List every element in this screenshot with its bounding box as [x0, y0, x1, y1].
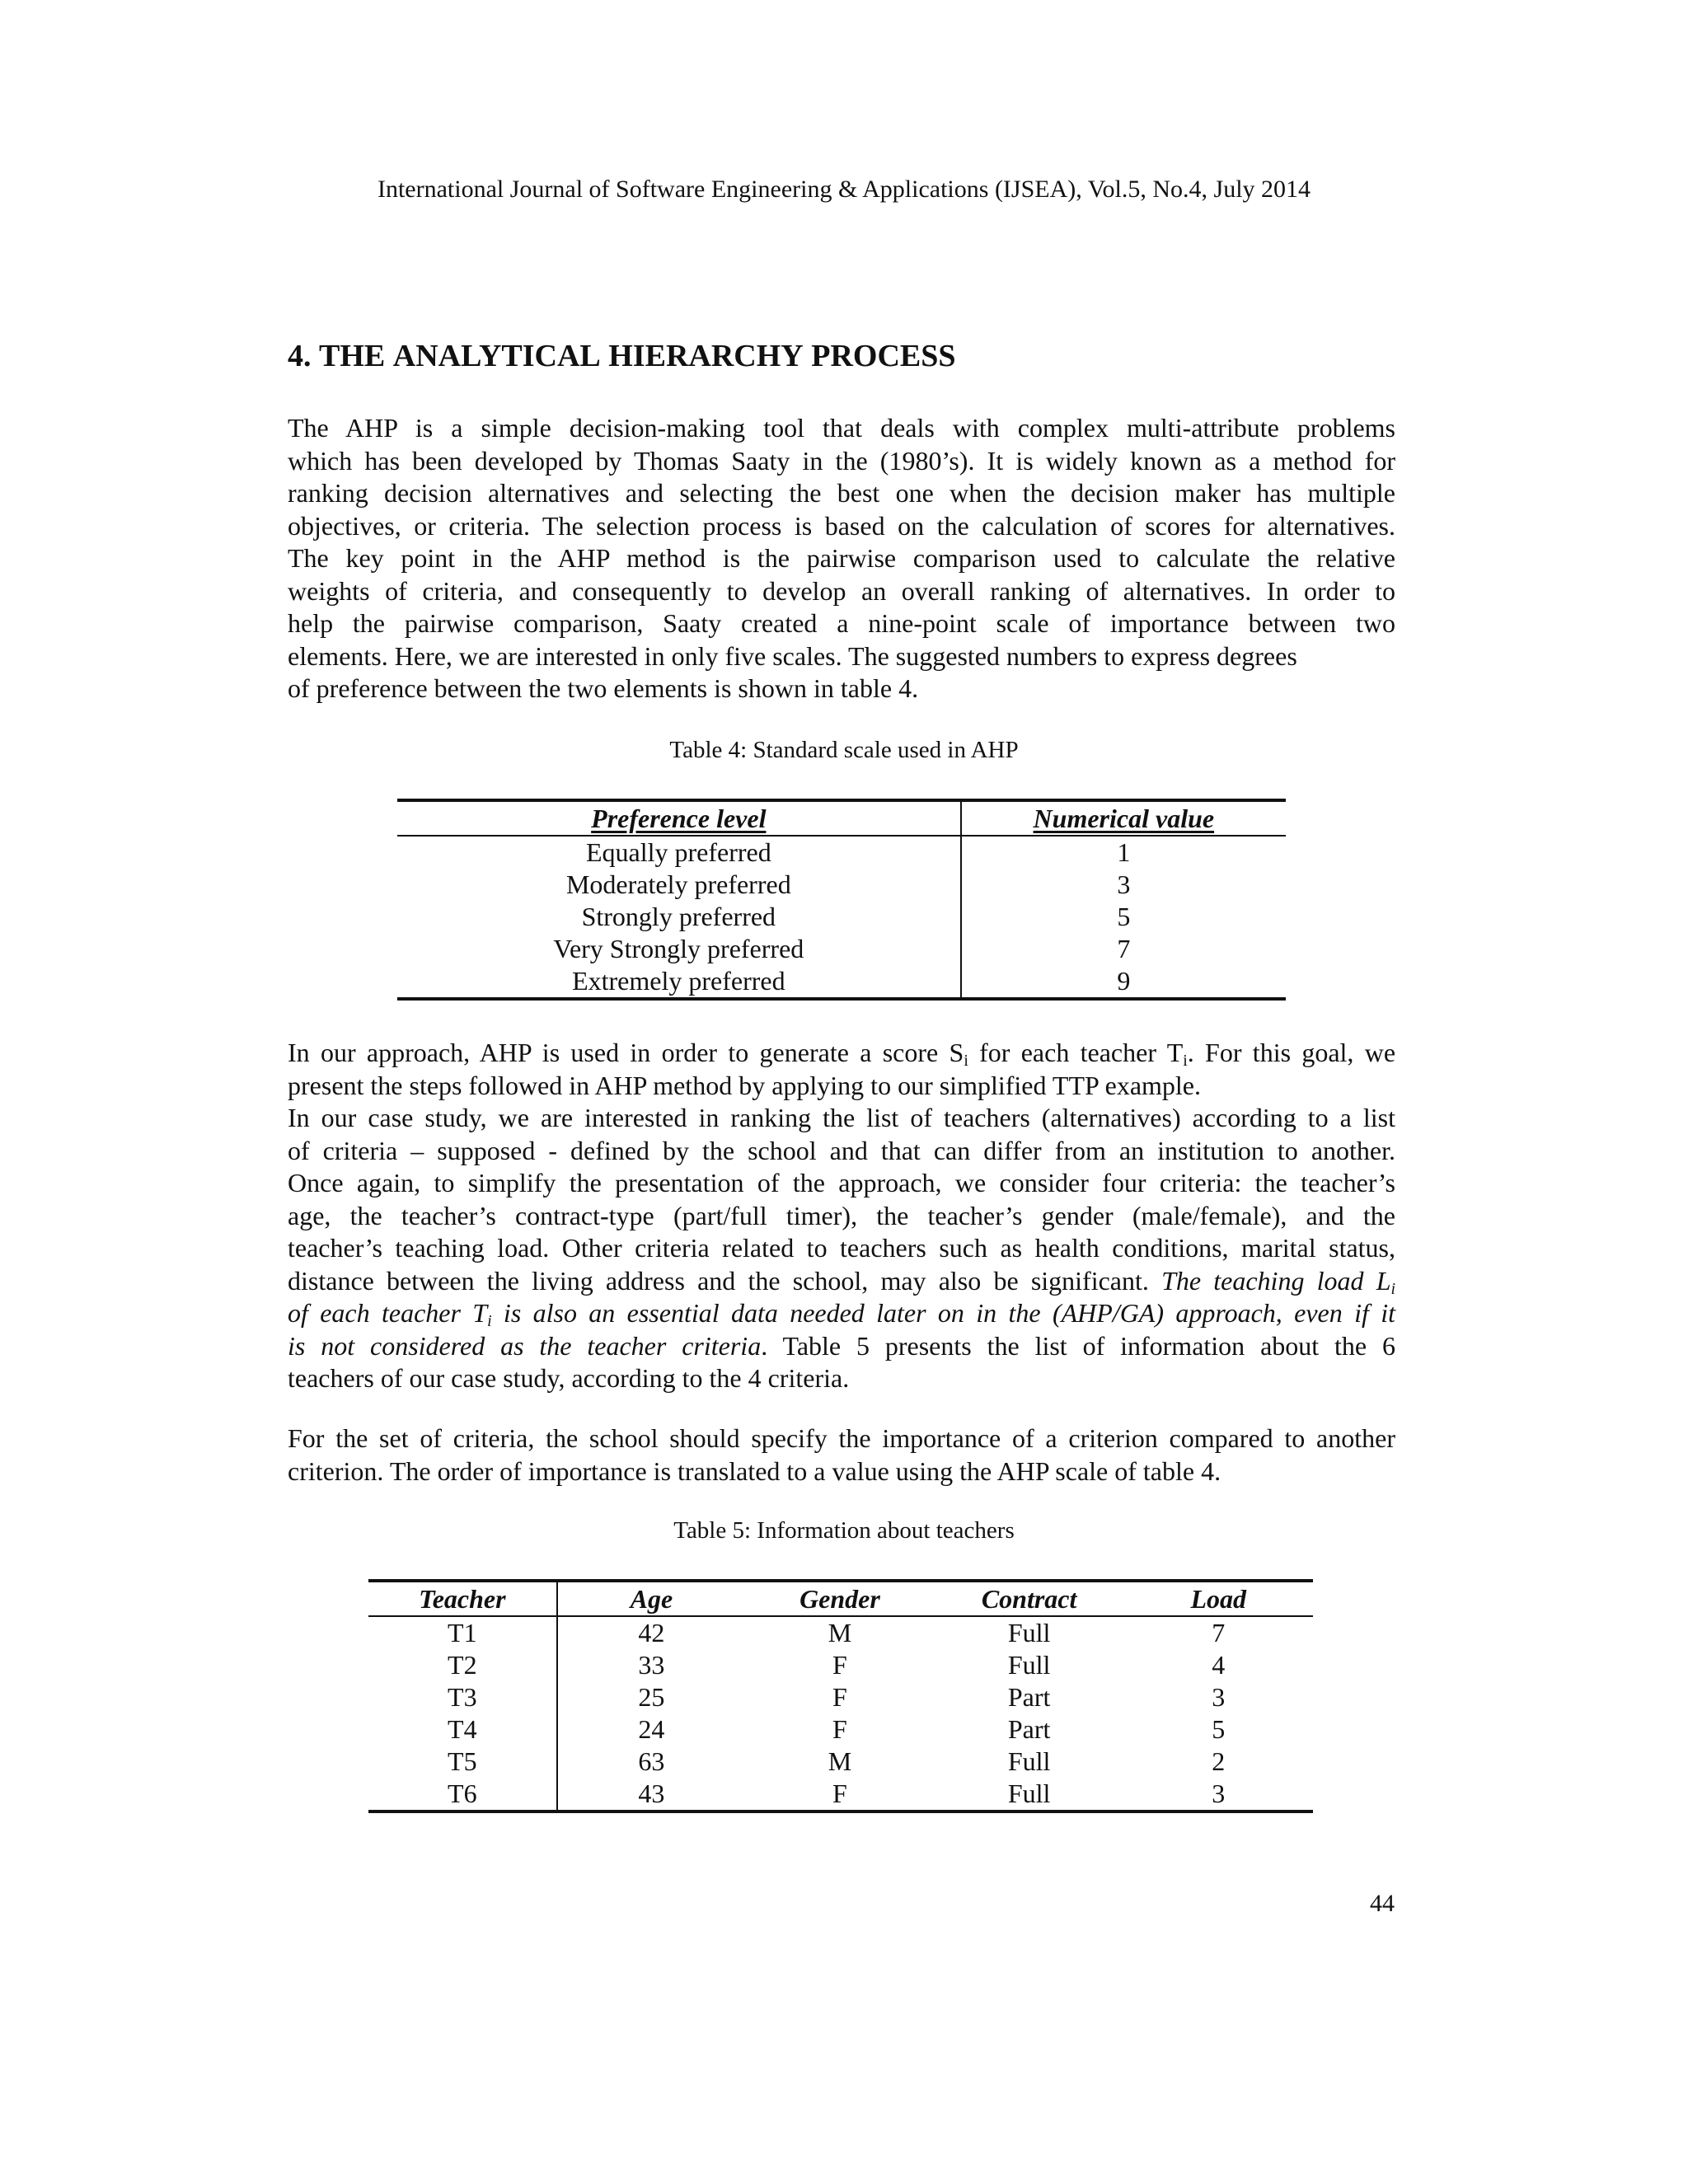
table-ahp-scale — [397, 799, 1286, 1001]
table-cell: 25 — [638, 1682, 665, 1712]
paragraph-ahp-intro — [288, 412, 1395, 705]
table4-caption: Table 4: Standard scale used in AHP — [669, 737, 1019, 763]
table-cell: 4 — [1212, 1650, 1226, 1680]
table-cell: Equally preferred — [397, 836, 961, 869]
column-header: Teacher — [368, 1581, 557, 1616]
text-line: of criteria – supposed - defined by the school and that can differ from an institution to another. — [288, 1135, 1395, 1165]
table-cell: F — [832, 1779, 847, 1808]
text-line: teacher’s teaching load. Other criteria related to teachers such as health conditions, marital status, — [288, 1233, 1395, 1263]
running-header: International Journal of Software Engineering & Applications (IJSEA), Vol.5, No.4, July 2014 — [377, 176, 1311, 203]
table-cell: Full — [1007, 1650, 1051, 1680]
table-row — [368, 1713, 1313, 1746]
text-line: objectives, or criteria. The selection process is based on the calculation of scores for alternatives. — [288, 510, 1395, 541]
table-cell: T2 — [368, 1649, 557, 1681]
table-cell: Full — [1007, 1779, 1051, 1808]
table-row — [397, 836, 1286, 869]
text-line: help the pairwise comparison, Saaty created a nine-point scale of importance between two — [288, 608, 1395, 638]
table-cell: F — [832, 1714, 847, 1744]
table-row — [368, 1649, 1313, 1681]
paragraph-approach — [288, 1037, 1395, 1395]
table-cell: Part — [1007, 1714, 1051, 1744]
page-number: 44 — [1370, 1890, 1395, 1917]
section-number: 4. — [288, 339, 312, 373]
table-cell: M — [828, 1618, 852, 1647]
table-row — [368, 1616, 1313, 1649]
table-cell: Strongly preferred — [397, 901, 961, 933]
table-cell: Full — [1007, 1618, 1051, 1647]
table-cell: Moderately preferred — [397, 869, 961, 901]
column-header: Contract — [935, 1581, 1124, 1616]
table-cell: 5 — [1212, 1714, 1226, 1744]
section-title-word: ANALYTICAL — [392, 339, 601, 373]
table-cell: 3 — [1212, 1682, 1226, 1712]
table-cell: 7 — [1117, 934, 1131, 963]
table-cell: 9 — [1117, 966, 1131, 996]
table-row — [397, 901, 1286, 933]
table-cell: T6 — [368, 1778, 557, 1811]
table-header-row — [397, 800, 1286, 836]
table-cell: Full — [1007, 1746, 1051, 1776]
paragraph-criteria-importance — [288, 1422, 1395, 1488]
column-header: Numerical value — [961, 800, 1286, 836]
column-header: Age — [557, 1581, 746, 1616]
text-line: of each teacher $T_i$ is also an essential data needed later on in the (AHP/GA) approach, even if it — [288, 1298, 1396, 1330]
table-cell: 24 — [638, 1714, 665, 1744]
table5-caption: Table 5: Information about teachers — [673, 1517, 1015, 1544]
text-line: criterion. The order of importance is translated to a value using the AHP scale of table 4. — [288, 1455, 1221, 1486]
table-cell: T5 — [368, 1746, 557, 1778]
text-line: age, the teacher’s contract-type (part/full timer), the teacher’s gender (male/female), and the — [288, 1200, 1395, 1230]
table-cell: T1 — [368, 1616, 557, 1649]
table-cell: Very Strongly preferred — [397, 933, 961, 965]
column-header: Load — [1123, 1581, 1313, 1616]
table-cell: Extremely preferred — [397, 965, 961, 999]
table-teachers — [368, 1579, 1313, 1813]
section-title-word: THE — [319, 339, 386, 373]
text-line: In our case study, we are interested in ranking the list of teachers (alternatives) according to a list — [288, 1103, 1395, 1132]
table-row — [368, 1778, 1313, 1811]
table-cell: 3 — [1212, 1779, 1226, 1808]
section-title-word: PROCESS — [811, 339, 956, 373]
table-cell: Part — [1007, 1682, 1051, 1712]
table-cell: F — [832, 1682, 847, 1712]
table-cell: T4 — [368, 1713, 557, 1746]
text-line: teachers of our case study, according to the 4 criteria. — [288, 1363, 850, 1393]
table-cell: F — [832, 1650, 847, 1680]
table-cell: 7 — [1212, 1618, 1226, 1647]
column-header: Gender — [745, 1581, 935, 1616]
table-header-row — [368, 1581, 1313, 1616]
table-cell: M — [828, 1746, 852, 1776]
table-row — [397, 869, 1286, 901]
text-line: weights of criteria, and consequently to develop an overall ranking of alternatives. In order to — [288, 575, 1395, 606]
table-cell: 3 — [1117, 869, 1131, 899]
text-line: ranking decision alternatives and selecting the best one when the decision maker has multiple — [288, 478, 1395, 508]
column-header: Preference level — [397, 800, 961, 836]
text-line: is not considered as the teacher criteria. Table 5 presents the list of information about the 6 — [288, 1330, 1396, 1361]
text-line: present the steps followed in AHP method by applying to our simplified TTP example. — [288, 1070, 1201, 1100]
table-row — [368, 1746, 1313, 1778]
text-line: which has been developed by Thomas Saaty in the (1980’s). It is widely known as a method for — [288, 445, 1395, 476]
text-line: distance between the living address and the school, may also be significant. The teaching load $L_i$ — [288, 1265, 1396, 1298]
table-cell: T3 — [368, 1681, 557, 1713]
table-cell: 63 — [638, 1746, 665, 1776]
table-cell: 43 — [638, 1779, 665, 1808]
text-line: In our approach, AHP is used in order to generate a score $S_i$ for each teacher $T_i$. For this goal, we — [288, 1038, 1396, 1070]
text-line: The key point in the AHP method is the pairwise comparison used to calculate the relative — [288, 543, 1395, 573]
table-row — [397, 965, 1286, 999]
text-line: elements. Here, we are interested in only five scales. The suggested numbers to express degrees — [288, 640, 1297, 671]
text-line: For the set of criteria, the school should specify the importance of a criterion compared to another — [288, 1423, 1395, 1453]
table-cell: 5 — [1117, 902, 1131, 931]
table-row — [397, 933, 1286, 965]
table-cell: 2 — [1212, 1746, 1226, 1776]
section-title-word: HIERARCHY — [608, 339, 804, 373]
table-cell: 1 — [1117, 837, 1131, 867]
table-row — [368, 1681, 1313, 1713]
text-line: The AHP is a simple decision-making tool that deals with complex multi-attribute problems — [288, 413, 1395, 443]
table-cell: 42 — [638, 1618, 665, 1647]
section-title — [288, 336, 956, 376]
text-line: of preference between the two elements is shown in table 4. — [288, 673, 919, 703]
table-cell: 33 — [638, 1650, 665, 1680]
text-line: Once again, to simplify the presentation of the approach, we consider four criteria: the teacher’s — [288, 1168, 1395, 1197]
